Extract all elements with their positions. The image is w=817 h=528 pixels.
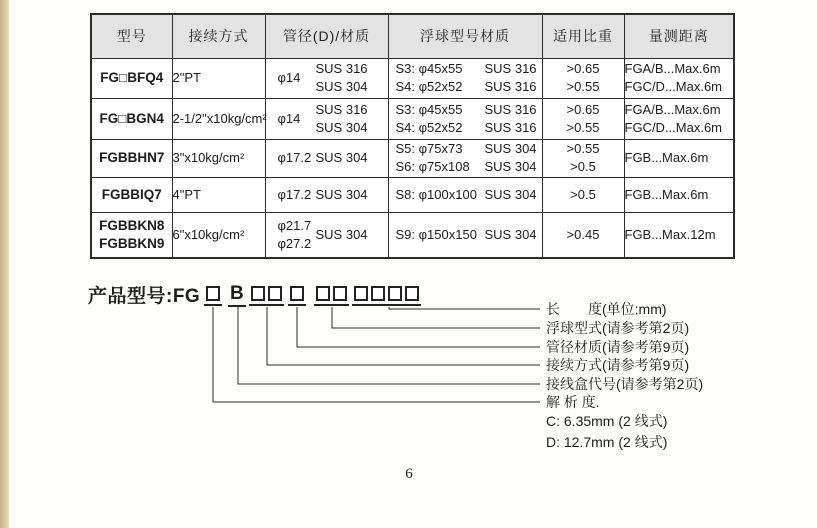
pipe-cell: φ17.2 SUS 304 bbox=[265, 177, 388, 212]
model-cell: FGBBKN8 FGBBKN9 bbox=[91, 212, 172, 258]
model-cell: FGBBHN7 bbox=[91, 139, 172, 177]
column-header-float: 浮球型号材质 bbox=[388, 14, 542, 58]
resolution-note-c: C: 6.35mm (2 线式) bbox=[546, 413, 668, 429]
gravity-cell: >0.55 >0.5 bbox=[542, 139, 624, 177]
model-code-box bbox=[206, 286, 220, 301]
diagram-label-junction-box: 接线盒代号(请参考第2页) bbox=[546, 376, 704, 392]
model-code-box bbox=[371, 286, 385, 301]
distance-cell: FGB...Max.6m bbox=[624, 139, 734, 177]
float-cell: S8: φ100x100 SUS 304 bbox=[388, 177, 542, 212]
model-code-group-pipe-material bbox=[288, 286, 306, 306]
column-header-distance: 量测距离 bbox=[624, 14, 734, 58]
page-number: 6 bbox=[405, 466, 413, 482]
model-code-group-length bbox=[352, 286, 421, 306]
model-code-box bbox=[251, 286, 265, 301]
diagram-label-pipe-material: 管径材质(请参考第9页) bbox=[546, 339, 690, 355]
connection-cell: 6"x10kg/cm² bbox=[172, 212, 265, 258]
model-code-group-float-type bbox=[314, 286, 349, 306]
model-code-group-resolution bbox=[204, 286, 222, 306]
model-code-box bbox=[405, 286, 419, 301]
column-header-gravity: 适用比重 bbox=[542, 14, 624, 58]
pipe-cell: φ17.2 SUS 304 bbox=[265, 139, 388, 177]
column-header-connection: 接续方式 bbox=[172, 14, 265, 58]
model-code-box bbox=[268, 286, 282, 301]
gravity-cell: >0.45 bbox=[542, 212, 624, 258]
float-cell: S9: φ150x150 SUS 304 bbox=[388, 212, 542, 258]
model-code-letter: B bbox=[230, 283, 244, 304]
pipe-cell: φ14 SUS 316 SUS 304 bbox=[265, 58, 388, 98]
model-code-group-junction-box bbox=[228, 283, 246, 307]
connection-cell: 4"PT bbox=[172, 177, 265, 212]
float-cell: S5: φ75x73 S6: φ75x108 SUS 304 SUS 304 bbox=[388, 139, 542, 177]
model-code-box bbox=[316, 286, 330, 301]
model-code-group-connection bbox=[249, 286, 284, 306]
model-code-box bbox=[333, 286, 347, 301]
column-header-model: 型号 bbox=[91, 14, 172, 58]
float-cell: S3: φ45x55 S4: φ52x52 SUS 316 SUS 316 bbox=[388, 98, 542, 139]
pipe-cell: φ21.7 φ27.2 SUS 304 bbox=[265, 212, 388, 258]
pipe-cell: φ14 SUS 316 SUS 304 bbox=[265, 98, 388, 139]
distance-cell: FGA/B...Max.6m FGC/D...Max.6m bbox=[624, 98, 734, 139]
diagram-label-float-type: 浮球型式(请参考第2页) bbox=[546, 320, 690, 336]
column-header-pipe: 管径(D)/材质 bbox=[265, 14, 388, 58]
model-code-prefix: 产品型号:FG bbox=[88, 286, 201, 307]
float-cell: S3: φ45x55 S4: φ52x52 SUS 316 SUS 316 bbox=[388, 58, 542, 98]
gravity-cell: >0.65 >0.55 bbox=[542, 58, 624, 98]
gravity-cell: >0.65 >0.55 bbox=[542, 98, 624, 139]
model-cell: FG□BGN4 bbox=[91, 98, 172, 139]
diagram-label-connection: 接续方式(请参考第9页) bbox=[546, 357, 690, 373]
resolution-note-d: D: 12.7mm (2 线式) bbox=[546, 434, 668, 450]
distance-cell: FGB...Max.6m bbox=[624, 177, 734, 212]
model-code-box bbox=[388, 286, 402, 301]
distance-cell: FGB...Max.12m bbox=[624, 212, 734, 258]
connection-cell: 3"x10kg/cm² bbox=[172, 139, 265, 177]
connection-cell: 2"PT bbox=[172, 58, 265, 98]
diagram-label-length: 长 度(单位:mm) bbox=[546, 301, 667, 317]
model-cell: FG□BFQ4 bbox=[91, 58, 172, 98]
distance-cell: FGA/B...Max.6m FGC/D...Max.6m bbox=[624, 58, 734, 98]
diagram-label-resolution: 解 析 度. bbox=[546, 394, 600, 410]
model-code-box bbox=[290, 286, 304, 301]
model-cell: FGBBIQ7 bbox=[91, 177, 172, 212]
model-code-box bbox=[354, 286, 368, 301]
gravity-cell: >0.5 bbox=[542, 177, 624, 212]
connection-cell: 2-1/2"x10kg/cm² bbox=[172, 98, 265, 139]
